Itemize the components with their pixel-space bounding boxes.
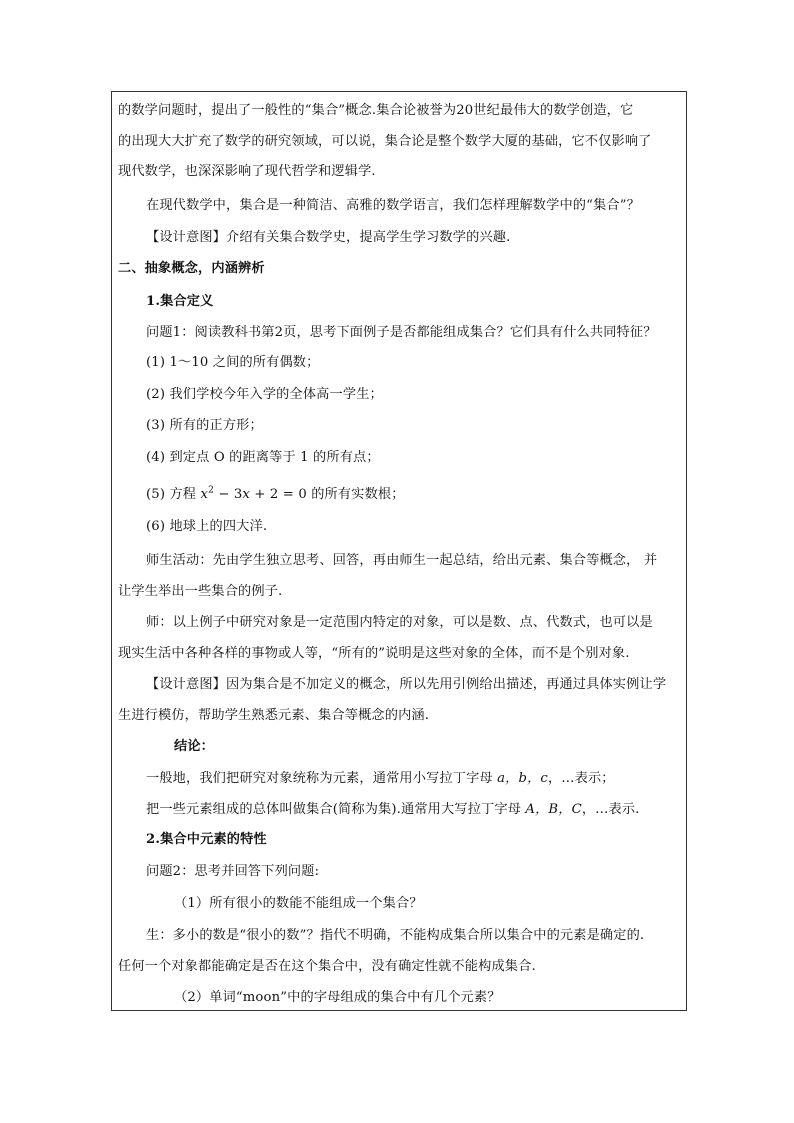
- paragraph-line: 师生活动：先由学生独立思考、回答，再由师生一起总结，给出元素、集合等概念， 并: [146, 553, 658, 568]
- text-part: ，…表示；: [547, 771, 615, 786]
- question-line: （2）单词“moon”中的字母组成的集合中有几个元素？: [174, 990, 501, 1005]
- question-line: 问题2：思考并回答下列问题:: [146, 864, 320, 879]
- text-part: 一般地，我们把研究对象统称为元素，通常用小写拉丁字母: [146, 771, 498, 786]
- list-item: (6) 地球上的四大洋.: [146, 519, 268, 534]
- paragraph-line: 任何一个对象都能确定是否在这个集合中，没有确定性就不能构成集合.: [118, 959, 536, 974]
- equation-variable: x: [242, 487, 251, 502]
- question-line: （1）所有很小的数能不能组成一个集合？: [174, 896, 423, 911]
- list-item: (2) 我们学校今年入学的全体高一学生；: [146, 387, 383, 402]
- list-item-suffix: 的所有实数根；: [306, 487, 405, 502]
- subsection-heading: 2.集合中元素的特性: [146, 832, 267, 847]
- paragraph-line: [146, 800, 640, 820]
- list-item-equation: [146, 485, 405, 505]
- text-part: ，…表示.: [581, 802, 640, 817]
- equation-variable: x: [200, 487, 209, 502]
- list-item: (3) 所有的正方形；: [146, 418, 263, 433]
- section-heading: 二、抽象概念，内涵辨析: [118, 261, 265, 276]
- list-item-prefix: (5) 方程: [146, 487, 201, 502]
- equation-exponent: 2: [208, 485, 214, 496]
- equation-part: − 3: [213, 487, 243, 502]
- paragraph-line: 师：以上例子中研究对象是一定范围内特定的对象，可以是数、点、代数式，也可以是: [146, 615, 653, 630]
- paragraph-line: 在现代数学中，集合是一种简洁、高雅的数学语言，我们怎样理解数学中的“集合”？: [146, 198, 640, 213]
- text-part: 把一些元素组成的总体叫做集合(简称为集).通常用大写拉丁字母: [146, 802, 526, 817]
- question-line: 问题1：阅读教科书第2页，思考下面例子是否都能组成集合？它们具有什么共同特征？: [146, 325, 657, 340]
- list-item: (4) 到定点 O 的距离等于 1 的所有点；: [146, 450, 380, 465]
- paragraph-line: [146, 769, 615, 789]
- paragraph-line: 现代数学，也深深影响了现代哲学和逻辑学.: [118, 164, 376, 179]
- subsection-heading: 1.集合定义: [146, 294, 214, 309]
- paragraph-line: 的数学问题时，提出了一般性的“集合”概念.集合论被誉为20世纪最伟大的数学创造，它: [118, 103, 634, 118]
- paragraph-line: 现实生活中各种各样的事物或人等，“所有的”说明是这些对象的全体，而不是个别对象.: [118, 646, 630, 661]
- list-item: (1) 1～10 之间的所有偶数；: [146, 355, 320, 370]
- paragraph-line: 生进行模仿，帮助学生熟悉元素、集合等概念的内涵.: [118, 708, 430, 723]
- paragraph-line: 的出现大大扩充了数学的研究领域，可以说，集合论是整个数学大厦的基础，它不仅影响了: [118, 134, 652, 149]
- variable-list: a，b，c: [497, 771, 548, 786]
- design-intent-line: 【设计意图】介绍有关集合数学史，提高学生学习数学的兴趣.: [146, 230, 511, 245]
- design-intent-line: 【设计意图】因为集合是不加定义的概念，所以先用引例给出描述，再通过具体实例让学: [146, 677, 667, 692]
- paragraph-line: 让学生举出一些集合的例子.: [118, 584, 283, 599]
- conclusion-label: 结论：: [174, 739, 215, 754]
- variable-list: A，B，C: [525, 802, 582, 817]
- equation-part: + 2 = 0: [250, 487, 307, 502]
- paragraph-line: 生：多小的数是“很小的数”？指代不明确，不能构成集合所以集合中的元素是确定的.: [146, 928, 645, 943]
